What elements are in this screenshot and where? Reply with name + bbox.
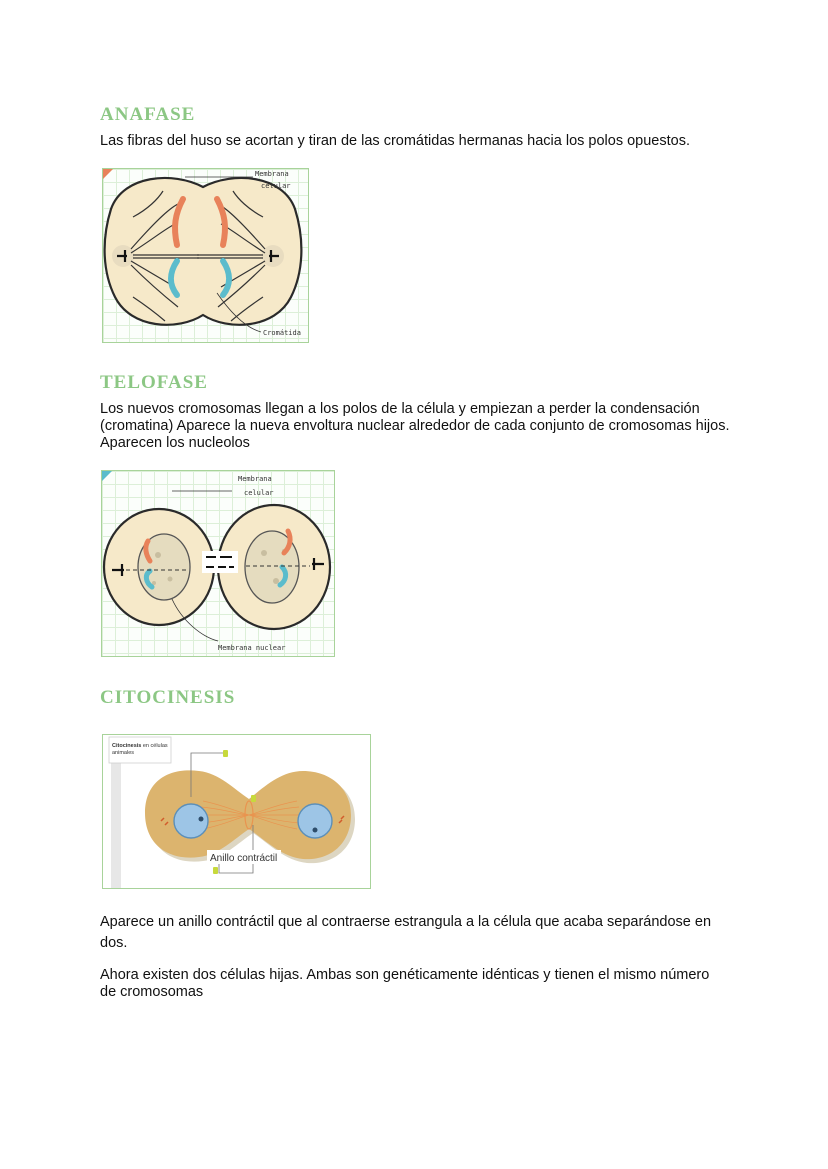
label-cromatida: Cromátida [263,329,301,337]
label-membrana-celular-1: Membrana [255,170,289,178]
caption-rest: en células [141,743,168,749]
citocinesis-paragraph-2: Ahora existen dos células hijas. Ambas son genéticamente idénticas y tienen el mismo número de cromosomas [100,967,710,1000]
section-title-citocinesis: CITOCINESIS [100,687,236,708]
label-anillo-contractil: Anillo contráctil [210,853,278,864]
citocinesis-figure [102,734,371,889]
caption-bold: Citocinesis [112,743,142,749]
anafase-figure [102,168,309,343]
telofase-description: Los nuevos cromosomas llegan a los polos de la célula y empiezan a perder la condensación (cromatina) Aparece la nueva envoltura nuclear alrededor de cada conjunto de cromosomas hijos. Aparecen los nucleolos [100,401,730,451]
section-title-telofase: TELOFASE [100,372,208,393]
anafase-description: Las fibras del huso se acortan y tiran de las cromátidas hermanas hacia los polos opuestos. [100,133,690,149]
telofase-figure [101,470,335,657]
label-membrana-celular-1: Membrana [238,475,272,483]
label-membrana-celular-2: celular [261,182,291,190]
svg-text:Citocinesis en células [112,743,168,749]
caption-line-2: animales [112,750,135,756]
section-title-anafase: ANAFASE [100,104,196,125]
citocinesis-paragraph-1: Aparece un anillo contráctil que al contraerse estrangula a la célula que acaba separándose en dos. [100,914,712,951]
label-membrana-celular-2: celular [244,489,274,497]
label-membrana-nuclear: Membrana nuclear [218,644,286,652]
